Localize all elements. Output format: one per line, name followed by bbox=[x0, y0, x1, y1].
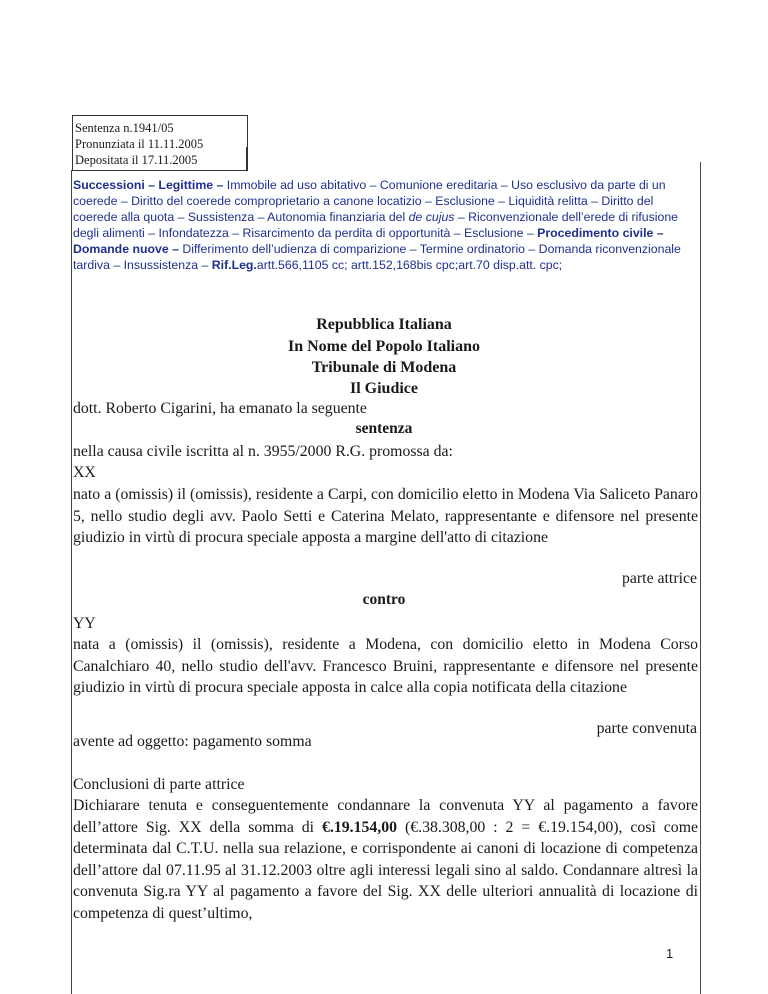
plaintiff-details: nato a (omissis) il (omissis), residente a Carpi, con domicilio eletto in Modena Via Saliceto Panaro 5, nello studio degli avv. Paolo Setti e Caterina Melato, rappresentante e difensore nel presente giudizio in virtù di procura speciale apposta a margine dell'atto di citazione bbox=[73, 486, 698, 546]
case-object: avente ad oggetto: pagamento somma bbox=[73, 733, 312, 750]
summary-text-1: Immobile ad uso abitativo – Comunione ereditaria – Uso esclusivo da parte di un coerede – Diritto del coerede comproprietario a canone locatizio – Esclusione – Liquidità relitta – Diritto del coerede alla quota – Sussistenza – Autonomia finanziaria del bbox=[73, 178, 666, 224]
summary-bold-3: Rif.Leg. bbox=[211, 258, 257, 272]
case-registration: nella causa civile iscritta al n. 3955/2000 R.G. promossa da: bbox=[73, 443, 453, 460]
heading-people: In Nome del Popolo Italiano bbox=[287, 338, 480, 355]
contro-label: contro bbox=[362, 591, 406, 608]
plaintiff-role: parte attrice bbox=[622, 570, 697, 587]
box-divider bbox=[246, 147, 247, 170]
conclusions-title: Conclusioni di parte attrice bbox=[73, 776, 245, 793]
plaintiff-name: XX bbox=[73, 464, 96, 481]
summary-bold-1: Successioni – Legittime – bbox=[73, 178, 224, 192]
conclusions-part-1: Dichiarare tenuta e conseguentemente condannare la convenuta YY al pagamento a favore dell’attore Sig. XX della somma di bbox=[73, 797, 698, 836]
judge-intro: dott. Roberto Cigarini, ha emanato la seguente bbox=[73, 400, 367, 417]
page-number: 1 bbox=[666, 946, 674, 961]
filed-date: Depositata il 17.11.2005 bbox=[75, 153, 198, 167]
defendant-role: parte convenuta bbox=[596, 720, 697, 737]
heading-judge: Il Giudice bbox=[349, 380, 418, 397]
heading-republic: Repubblica Italiana bbox=[316, 316, 452, 333]
sentence-reference-box bbox=[72, 115, 248, 171]
summary-text-2: – Riconvenzionale dell’erede di rifusione degli alimenti – Infondatezza – Risarcimento da perdita di opportunità – Esclusione – bbox=[73, 210, 678, 240]
conclusions-part-2: (€.38.308,00 : 2 = €.19.154,00), così come determinata dal C.T.U. nella sua relazione, e corrispondente ai canoni di locazione di competenza dell’attore dal 07.11.95 al 31.12.2003 oltre agli interessi legali sino al saldo. Condannare altresì la convenuta Sig.ra YY al pagamento a favore del Sig. XX delle ulteriori annualità di locazione di competenza di quest’ultimo, bbox=[73, 818, 698, 922]
conclusions-text bbox=[73, 795, 698, 924]
left-margin-line bbox=[71, 170, 72, 994]
claimed-amount: €.19.154,00 bbox=[322, 818, 398, 836]
summary-italic: de cujus bbox=[408, 210, 455, 224]
right-margin-line bbox=[700, 162, 701, 994]
defendant-name: YY bbox=[73, 615, 96, 632]
defendant-details: nata a (omissis) il (omissis), residente a Modena, con domicilio eletto in Modena Corso Canalchiaro 40, nello studio dell'avv. Francesco Bruini, rappresentante e difensore nel presente giudizio in virtù di procura speciale apposta in calce alla copia notificata della citazione bbox=[73, 636, 698, 696]
case-summary-massima bbox=[73, 177, 695, 273]
summary-bold-2: Procedimento civile – Domande nuove – bbox=[73, 226, 664, 256]
sentenza-label: sentenza bbox=[355, 420, 413, 437]
summary-text-4: artt.566,1105 cc; artt.152,168bis cpc;art.70 disp.att. cpc; bbox=[256, 258, 563, 272]
sentence-number: Sentenza n.1941/05 bbox=[75, 121, 174, 135]
heading-tribunal: Tribunale di Modena bbox=[311, 359, 457, 376]
summary-text-3: Differimento dell’udienza di comparizione – Termine ordinatorio – Domanda riconvenzionale tardiva – Insussistenza – bbox=[73, 242, 681, 272]
pronounced-date: Pronunziata il 11.11.2005 bbox=[75, 137, 204, 151]
